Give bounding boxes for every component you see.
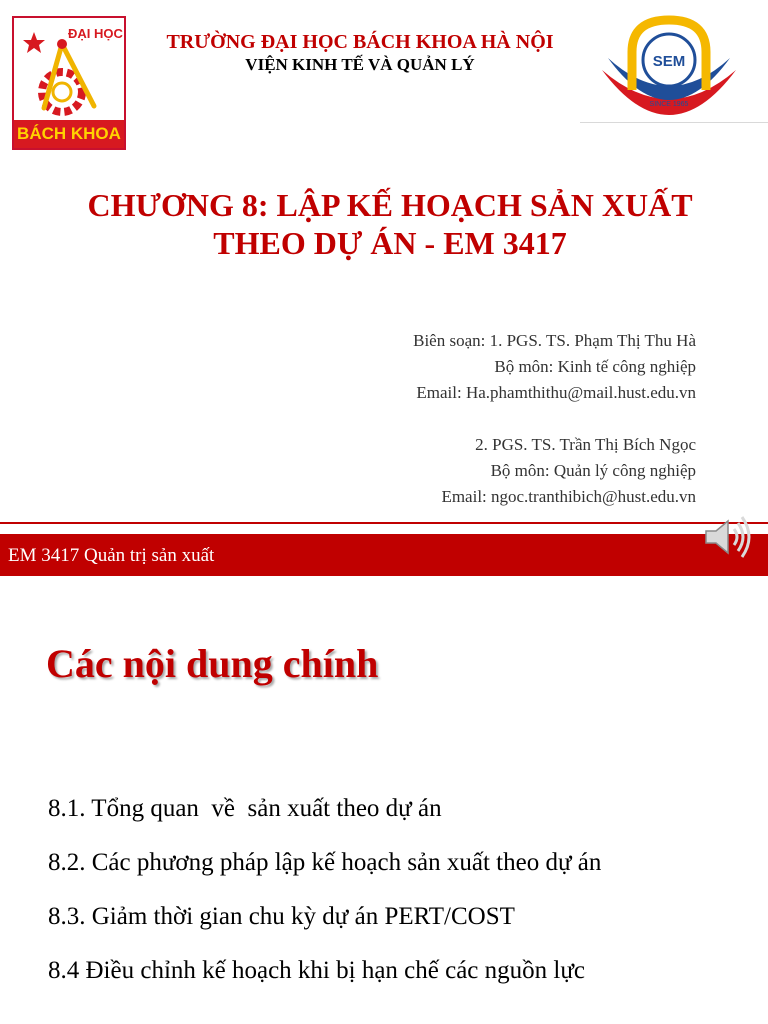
list-item: 8.3. Giảm thời gian chu kỳ dự án PERT/COST <box>48 903 515 930</box>
sem-logo-name: SEM <box>652 53 686 70</box>
footer-divider <box>0 522 768 524</box>
institute-name: VIỆN KINH TẾ VÀ QUẢN LÝ <box>245 55 475 74</box>
list-item: 8.1. Tổng quan về sản xuất theo dự án <box>48 795 442 822</box>
university-name: TRƯỜNG ĐẠI HỌC BÁCH KHOA HÀ NỘI <box>166 31 554 53</box>
contents-title: Các nội dung chính <box>46 641 379 686</box>
footer-course-label: EM 3417 Quản trị sản xuất <box>8 545 215 566</box>
logo-bottom-text: BÁCH KHOA <box>14 120 124 148</box>
sem-logo <box>594 10 744 120</box>
contents-list <box>48 792 601 1008</box>
sem-logo-since: SINCE 1965 <box>649 101 689 108</box>
author-line: Bộ môn: Quản lý công nghiệp <box>490 461 696 480</box>
speaker-icon[interactable] <box>700 513 756 561</box>
header-divider <box>580 122 768 123</box>
chapter-title <box>20 186 760 262</box>
list-item: 8.4 Điều chỉnh kế hoạch khi bị hạn chế các nguồn lực <box>48 957 585 984</box>
chapter-title-line-2: THEO DỰ ÁN - EM 3417 <box>213 225 567 261</box>
logo-top-text: ĐẠI HỌC <box>68 26 123 41</box>
author-line: 2. PGS. TS. Trần Thị Bích Ngọc <box>475 435 696 454</box>
bach-khoa-logo <box>12 16 126 150</box>
author-spacer <box>413 406 696 432</box>
author-line: Email: Ha.phamthithu@mail.hust.edu.vn <box>416 383 696 402</box>
author-line: Biên soạn: 1. PGS. TS. Phạm Thị Thu Hà <box>413 331 696 350</box>
header <box>140 30 580 76</box>
author-line: Email: ngoc.tranthibich@hust.edu.vn <box>441 487 696 506</box>
author-line: Bộ môn: Kinh tế công nghiệp <box>494 357 696 376</box>
chapter-title-line-1: CHƯƠNG 8: LẬP KẾ HOẠCH SẢN XUẤT <box>87 187 693 223</box>
list-item: 8.2. Các phương pháp lập kế hoạch sản xuất theo dự án <box>48 849 602 876</box>
authors-block <box>413 328 696 510</box>
slide-2 <box>0 578 768 1024</box>
